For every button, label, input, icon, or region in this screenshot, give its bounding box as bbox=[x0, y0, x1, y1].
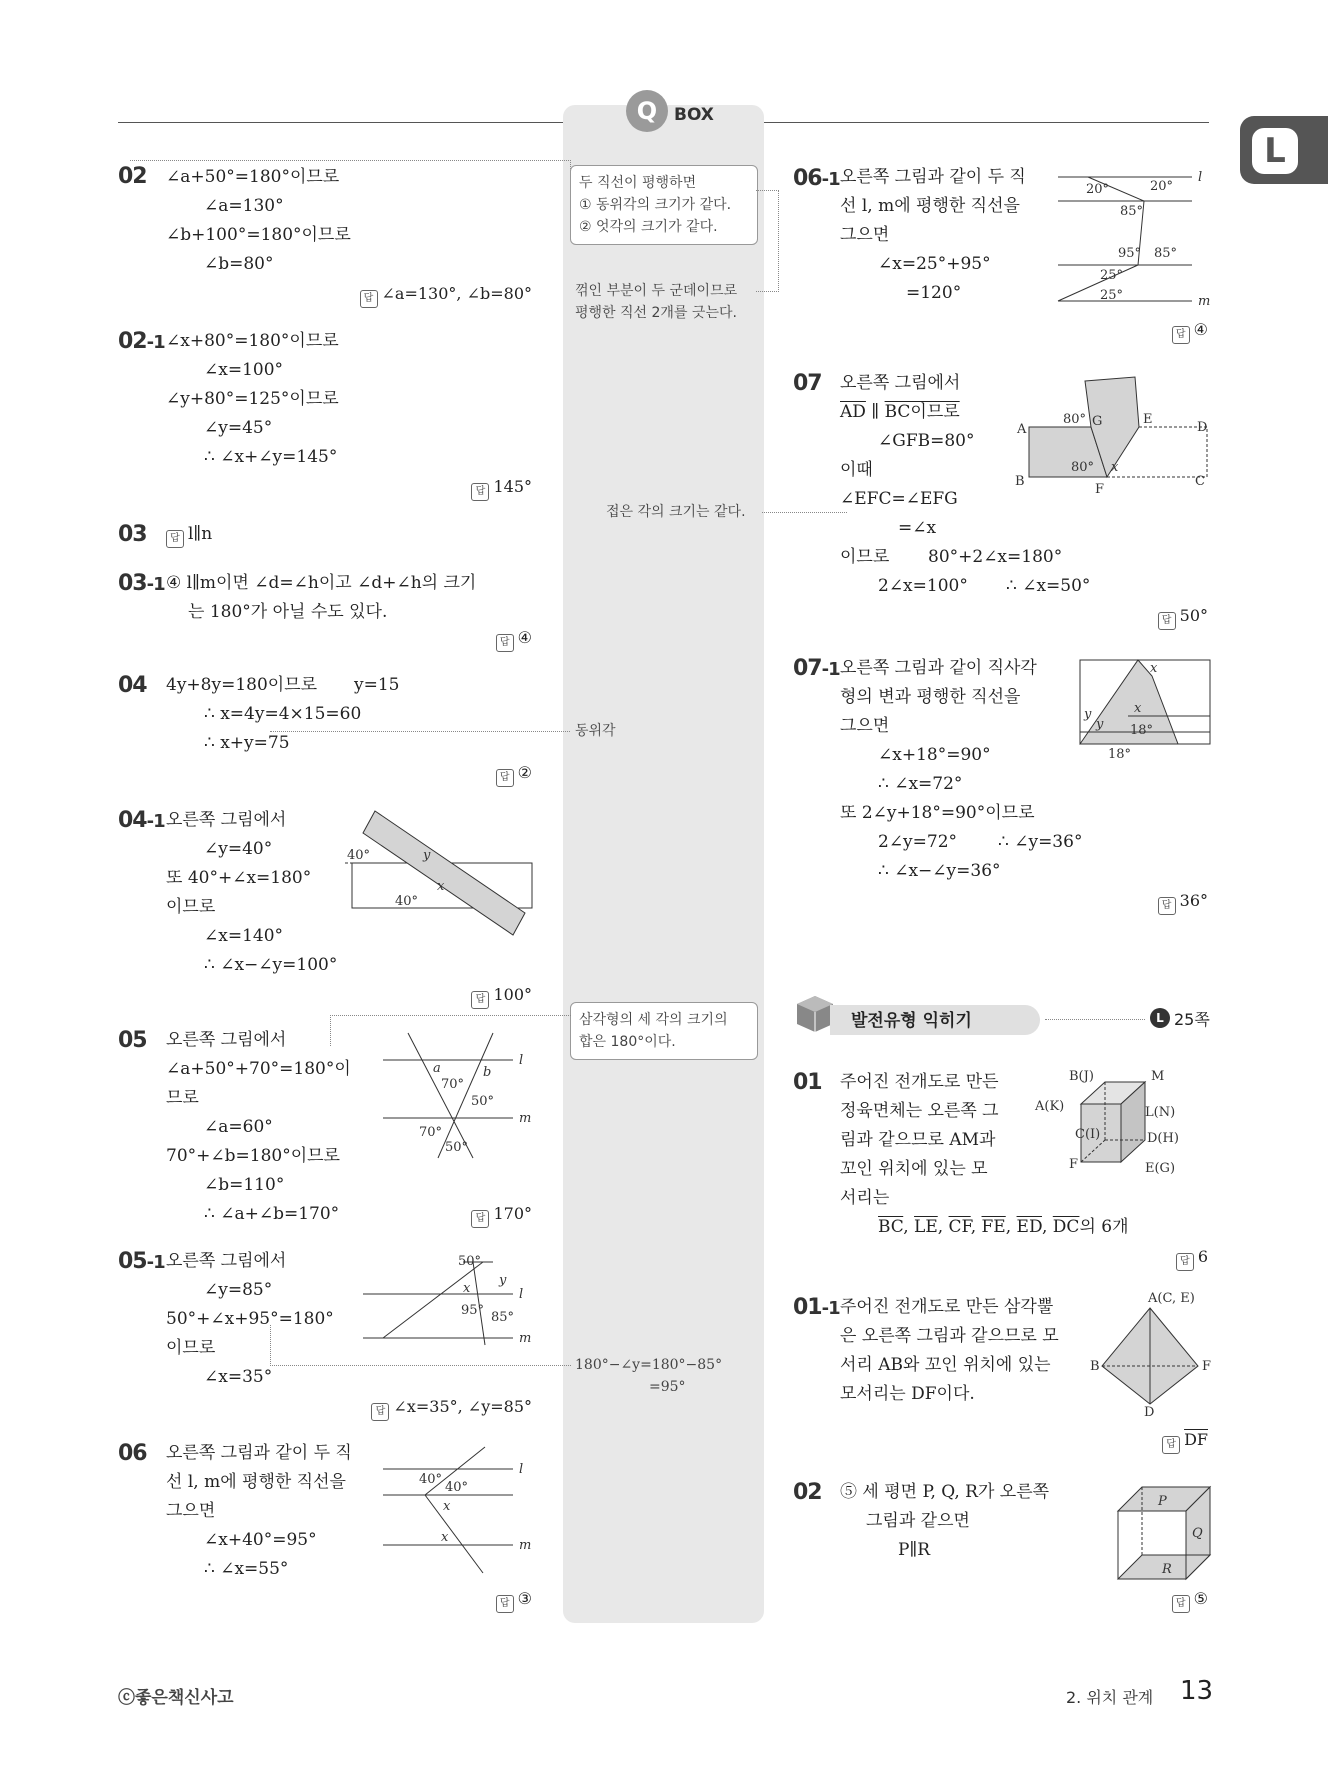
figure-label: C(I) bbox=[1075, 1127, 1101, 1142]
solution-line: ∠x=140° bbox=[204, 926, 284, 946]
solution-line: 오른쪽 그림에서 bbox=[166, 810, 287, 830]
solution-line: 형의 변과 평행한 직선을 bbox=[840, 687, 1021, 707]
figure-label: 50° bbox=[458, 1254, 482, 1269]
figure-label: 95° bbox=[1118, 246, 1142, 261]
problem-number: 02 bbox=[118, 164, 147, 189]
bent-line-figure bbox=[383, 1445, 543, 1575]
solution-line: 이므로 bbox=[166, 1338, 216, 1358]
answer: 답 ④ bbox=[496, 628, 532, 652]
solution-line: ⑤ 세 평면 P, Q, R가 오른쪽 bbox=[840, 1482, 1050, 1502]
solution-line: 70°+∠b=180°이므로 bbox=[166, 1146, 340, 1166]
solution-line: ∴ ∠x=55° bbox=[204, 1559, 289, 1579]
figure-label: B(J) bbox=[1069, 1069, 1094, 1084]
solution-line: ∠a+50°=180°이므로 bbox=[166, 167, 340, 187]
figure-label: x bbox=[443, 1499, 451, 1514]
solution-line: 꼬인 위치에 있는 모 bbox=[840, 1159, 988, 1179]
figure-label: G bbox=[1092, 414, 1103, 429]
solution-line: 그으면 bbox=[840, 225, 890, 245]
qbox-tip: 접은 각의 크기는 같다. bbox=[606, 504, 746, 520]
leader-line bbox=[270, 1325, 571, 1366]
qbox-tip: 꺾인 부분이 두 군데이므로 평행한 직선 2개를 긋는다. bbox=[575, 283, 738, 321]
figure-label: 70° bbox=[419, 1125, 443, 1140]
figure-label: F bbox=[1069, 1157, 1079, 1172]
header-rule-left bbox=[118, 122, 563, 123]
section-page-ref: 25쪽 bbox=[1174, 1010, 1210, 1029]
solution-line: ∠a+50°+70°=180°이 bbox=[166, 1059, 351, 1079]
figure-label: y bbox=[1096, 717, 1104, 732]
figure-label: 50° bbox=[445, 1140, 469, 1155]
figure-label: 40° bbox=[419, 1472, 443, 1487]
edge-label: $\overline{BC}$ bbox=[878, 1217, 904, 1237]
answer: 답 100° bbox=[471, 985, 532, 1009]
solution-line: 또 2∠y+18°=90°이므로 bbox=[840, 803, 1035, 823]
solution-line: ∠x+18°=90° bbox=[878, 745, 991, 765]
solution-line: 그으면 bbox=[840, 716, 890, 736]
solution-line: 또 40°+∠x=180° bbox=[166, 868, 312, 888]
solution-line: ∴ ∠x+∠y=145° bbox=[204, 447, 338, 467]
figure-label: x bbox=[1150, 661, 1158, 676]
figure-label: M bbox=[1151, 1069, 1165, 1084]
figure-label: 18° bbox=[1108, 747, 1132, 762]
figure-label: 40° bbox=[445, 1480, 469, 1495]
angle-label: x bbox=[437, 879, 445, 894]
figure-label: x bbox=[1111, 460, 1119, 475]
problem-number: 07-1 bbox=[793, 656, 840, 681]
figure-label: P bbox=[1158, 1494, 1167, 1509]
figure-label: x bbox=[441, 1530, 449, 1545]
qbox-tip: 삼각형의 세 각의 크기의 합은 180°이다. bbox=[570, 1002, 758, 1060]
figure-label: A(K) bbox=[1035, 1099, 1065, 1114]
solution-line: 모서리는 DF이다. bbox=[840, 1384, 975, 1404]
folded-rectangle-figure bbox=[1015, 375, 1215, 495]
solution-line: ∠b=110° bbox=[204, 1175, 285, 1195]
problem-number: 01 bbox=[793, 1070, 822, 1095]
qbox-tip: 두 직선이 평행하면 ① 동위각의 크기가 같다. ② 엇각의 크기가 같다. bbox=[570, 165, 758, 245]
figure-label: l bbox=[519, 1053, 524, 1068]
answer-mark: 답 bbox=[360, 290, 378, 308]
section-leader bbox=[1045, 1019, 1145, 1021]
solution-line: 므로 bbox=[166, 1088, 199, 1108]
figure-label: C bbox=[1195, 474, 1205, 489]
figure-label: A(C, E) bbox=[1148, 1291, 1195, 1306]
solution-line: 오른쪽 그림에서 bbox=[840, 373, 961, 393]
qbox-label: BOX bbox=[674, 105, 714, 125]
figure-label: b bbox=[483, 1065, 492, 1080]
figure-label: 85° bbox=[1120, 204, 1144, 219]
figure-label: F bbox=[1095, 482, 1105, 497]
solution-line: ∴ ∠a+∠b=170° bbox=[204, 1204, 340, 1224]
chapter-title: 2. 위치 관계 bbox=[1066, 1688, 1154, 1707]
solution-line: ∴ x=4y=4×15=60 bbox=[204, 704, 362, 724]
solution-line: y=15 bbox=[354, 675, 400, 695]
figure-label: L(N) bbox=[1145, 1105, 1176, 1120]
figure-label: A bbox=[1017, 422, 1027, 437]
solution-line: ∠a=130° bbox=[204, 196, 284, 216]
leader-line bbox=[762, 512, 847, 514]
figure-label: l bbox=[519, 1287, 524, 1302]
problem-number: 04-1 bbox=[118, 808, 165, 833]
problem-number: 02-1 bbox=[118, 329, 165, 354]
figure-label: 85° bbox=[491, 1310, 515, 1325]
edge-label: $\overline{DC}$ bbox=[1052, 1217, 1080, 1237]
edge-label: $\overline{FE}$ bbox=[981, 1217, 1006, 1237]
solution-line: ∠a=60° bbox=[204, 1117, 273, 1137]
figure-label: y bbox=[499, 1273, 507, 1288]
answer: 답 ⑤ bbox=[1172, 1589, 1208, 1613]
solution-line: ∠b+100°=180°이므로 bbox=[166, 225, 351, 245]
solution-line: 오른쪽 그림과 같이 두 직 bbox=[166, 1443, 352, 1463]
folded-strip-figure bbox=[345, 805, 535, 945]
figure-label: m bbox=[1198, 294, 1211, 309]
figure-label: 18° bbox=[1130, 723, 1154, 738]
figure-label: a bbox=[433, 1061, 441, 1076]
figure-label: 85° bbox=[1154, 246, 1178, 261]
problem-number: 03-1 bbox=[118, 571, 165, 596]
angle-label: 40° bbox=[347, 848, 371, 863]
figure-label: x bbox=[1134, 701, 1142, 716]
problem-number: 01-1 bbox=[793, 1295, 840, 1320]
figure-label: 70° bbox=[441, 1077, 465, 1092]
figure-label: B bbox=[1015, 474, 1025, 489]
solution-line: P∥R bbox=[898, 1540, 931, 1560]
solution-line: ∠y=45° bbox=[204, 418, 273, 438]
solution-line: 오른쪽 그림과 같이 두 직 bbox=[840, 167, 1026, 187]
answer: 답 36° bbox=[1158, 891, 1208, 915]
solution-line: ∠x=25°+95° bbox=[878, 254, 991, 274]
solution-line: 오른쪽 그림과 같이 직사각 bbox=[840, 658, 1037, 678]
solution-line: 서리는 bbox=[840, 1188, 890, 1208]
answer: 답 50° bbox=[1158, 606, 1208, 630]
solution-line: 그으면 bbox=[166, 1501, 216, 1521]
page-number: 13 bbox=[1180, 1676, 1214, 1706]
solution-line: ∠x+40°=95° bbox=[204, 1530, 317, 1550]
figure-label: 80° bbox=[1063, 412, 1087, 427]
problem-number: 02 bbox=[793, 1480, 822, 1505]
leader-line bbox=[756, 190, 779, 292]
solution-line: 이므로 bbox=[840, 547, 890, 567]
solution-line: ∴ ∠x=50° bbox=[1006, 576, 1091, 596]
answer: 답 ③ bbox=[496, 1589, 532, 1613]
figure-label: 50° bbox=[471, 1094, 495, 1109]
solution-line: ∠y=85° bbox=[204, 1280, 273, 1300]
qbox-tip: 동위각 bbox=[575, 723, 616, 739]
problem-number: 06-1 bbox=[793, 166, 840, 191]
figure-label: l bbox=[1198, 170, 1203, 185]
solution-line: ∠y=40° bbox=[204, 839, 273, 859]
edge-label: $\overline{LE}$ bbox=[914, 1217, 938, 1237]
qbox-tip: 180°−∠y=180°−85° =95° bbox=[575, 1357, 723, 1395]
cube-figure bbox=[1035, 1068, 1215, 1178]
solution-line: 선 l, m에 평행한 직선을 bbox=[166, 1472, 346, 1492]
solution-line: ∠EFC=∠EFG bbox=[840, 489, 958, 509]
solution-line: =120° bbox=[906, 283, 962, 303]
solution-line: 2∠y=72° bbox=[878, 832, 958, 852]
publisher-logo: ⓒ좋은책신사고 bbox=[118, 1688, 234, 1708]
figure-label: B bbox=[1090, 1359, 1100, 1374]
figure-label: 25° bbox=[1100, 288, 1124, 303]
answer: 답 ② bbox=[496, 763, 532, 787]
solution-line: $\overline{BC}$, $\overline{LE}$, $\overline{CF}$, $\overline{FE}$, $\overline{ED}$, $\overline{DC}$의 6개 bbox=[878, 1217, 1129, 1237]
solution-line: 은 오른쪽 그림과 같으므로 모 bbox=[840, 1326, 1059, 1346]
solution-line: 오른쪽 그림에서 bbox=[166, 1251, 287, 1271]
problem-number: 07 bbox=[793, 371, 822, 396]
leader-line bbox=[130, 160, 571, 181]
figure-label: x bbox=[463, 1281, 471, 1296]
parallel-lines-triangle-figure bbox=[383, 1028, 543, 1168]
solution-line: =∠x bbox=[898, 518, 937, 538]
figure-label: Q bbox=[1192, 1526, 1203, 1541]
solution-line: $\overline{AD}$ ∥ BC이므로 bbox=[840, 402, 960, 422]
problem-number: 05 bbox=[118, 1028, 147, 1053]
figure-label: m bbox=[519, 1111, 532, 1126]
solution-line: ∠b=80° bbox=[204, 254, 274, 274]
pyramid-figure bbox=[1090, 1291, 1220, 1420]
solution-line: 오른쪽 그림에서 bbox=[166, 1030, 287, 1050]
solution-line: 이므로 bbox=[166, 897, 216, 917]
figure-label: R bbox=[1162, 1562, 1172, 1577]
solution-line: 서리 AB와 꼬인 위치에 있는 bbox=[840, 1355, 1051, 1375]
figure-label: 95° bbox=[461, 1303, 485, 1318]
edge-label: $\overline{CF}$ bbox=[948, 1217, 971, 1237]
leader-line bbox=[270, 731, 570, 733]
angle-label: y bbox=[423, 848, 431, 863]
cube-planes-figure bbox=[1118, 1483, 1218, 1583]
solution-line: 2∠x=100° bbox=[878, 576, 968, 596]
answer: 답 ④ bbox=[1172, 320, 1208, 344]
problem-number: 04 bbox=[118, 673, 147, 698]
section-tab-letter: L bbox=[1252, 128, 1298, 174]
solution-line: 림과 같으므로 AM과 bbox=[840, 1130, 996, 1150]
figure-label: E(G) bbox=[1145, 1161, 1176, 1176]
section-ref-badge: L bbox=[1150, 1008, 1170, 1028]
solution-line: ∠x+80°=180°이므로 bbox=[166, 331, 339, 351]
figure-label: 20° bbox=[1150, 179, 1174, 194]
solution-line: 주어진 전개도로 만든 bbox=[840, 1072, 999, 1092]
figure-label: D(H) bbox=[1147, 1131, 1179, 1146]
figure-label: 25° bbox=[1100, 268, 1124, 283]
solution-line: 이때 bbox=[840, 460, 873, 480]
edge-label: $\overline{ED}$ bbox=[1016, 1217, 1042, 1237]
problem-number: 06 bbox=[118, 1441, 147, 1466]
solution-line: 정육면체는 오른쪽 그 bbox=[840, 1101, 999, 1121]
rectangle-triangle-figure bbox=[1078, 656, 1218, 766]
angle-label: 40° bbox=[395, 894, 419, 909]
solution-line: ∴ x+y=75 bbox=[204, 733, 290, 753]
leader-line bbox=[330, 1015, 571, 1046]
figure-label: D bbox=[1144, 1405, 1155, 1420]
solution-line: ∴ ∠x−∠y=36° bbox=[878, 861, 1001, 881]
solution-line: ∴ ∠x−∠y=100° bbox=[204, 955, 338, 975]
answer: 답 145° bbox=[471, 477, 532, 501]
solution-line: ∠GFB=80° bbox=[878, 431, 975, 451]
answer: 답 ∠a=130°, ∠b=80° bbox=[360, 284, 532, 308]
figure-label: 80° bbox=[1071, 460, 1095, 475]
section-title: 발전유형 익히기 bbox=[851, 1011, 972, 1031]
solution-line: 는 180°가 아닐 수도 있다. bbox=[188, 602, 388, 622]
answer: 답 l∥n bbox=[166, 520, 212, 549]
solution-line: 그림과 같으면 bbox=[866, 1511, 970, 1531]
solution-line: 주어진 전개도로 만든 삼각뿔 bbox=[840, 1297, 1054, 1317]
solution-line: ∴ ∠y=36° bbox=[998, 832, 1083, 852]
solution-line: ④ l∥m이면 ∠d=∠h이고 ∠d+∠h의 크기 bbox=[166, 573, 477, 593]
figure-label: F bbox=[1202, 1359, 1212, 1374]
solution-line: 선 l, m에 평행한 직선을 bbox=[840, 196, 1020, 216]
problem-number: 03 bbox=[118, 522, 147, 547]
answer: 답 $\overline{DF}$ bbox=[1162, 1430, 1208, 1454]
figure-label: 20° bbox=[1086, 182, 1110, 197]
solution-line: ∠x=35° bbox=[204, 1367, 273, 1387]
solution-line: 80°+2∠x=180° bbox=[928, 547, 1063, 567]
answer: 답 6 bbox=[1176, 1247, 1208, 1271]
solution-line: 50°+∠x+95°=180° bbox=[166, 1309, 334, 1329]
solution-line: ∠y+80°=125°이므로 bbox=[166, 389, 339, 409]
figure-label: y bbox=[1084, 707, 1092, 722]
figure-label: m bbox=[519, 1331, 532, 1346]
solution-line: ∠x=100° bbox=[204, 360, 284, 380]
header-rule-right bbox=[764, 122, 1209, 123]
figure-label: l bbox=[519, 1462, 524, 1477]
solution-line: 4y+8y=180이므로 bbox=[166, 675, 318, 695]
solution-line: ∴ ∠x=72° bbox=[878, 774, 963, 794]
zigzag-parallel-figure bbox=[1058, 165, 1218, 310]
answer: 답 170° bbox=[471, 1204, 532, 1228]
figure-label: m bbox=[519, 1538, 532, 1553]
problem-number: 05-1 bbox=[118, 1249, 165, 1274]
qbox-logo: Q bbox=[626, 90, 668, 132]
answer: 답 ∠x=35°, ∠y=85° bbox=[371, 1397, 532, 1421]
figure-label: D bbox=[1197, 420, 1208, 435]
figure-label: E bbox=[1143, 412, 1153, 427]
